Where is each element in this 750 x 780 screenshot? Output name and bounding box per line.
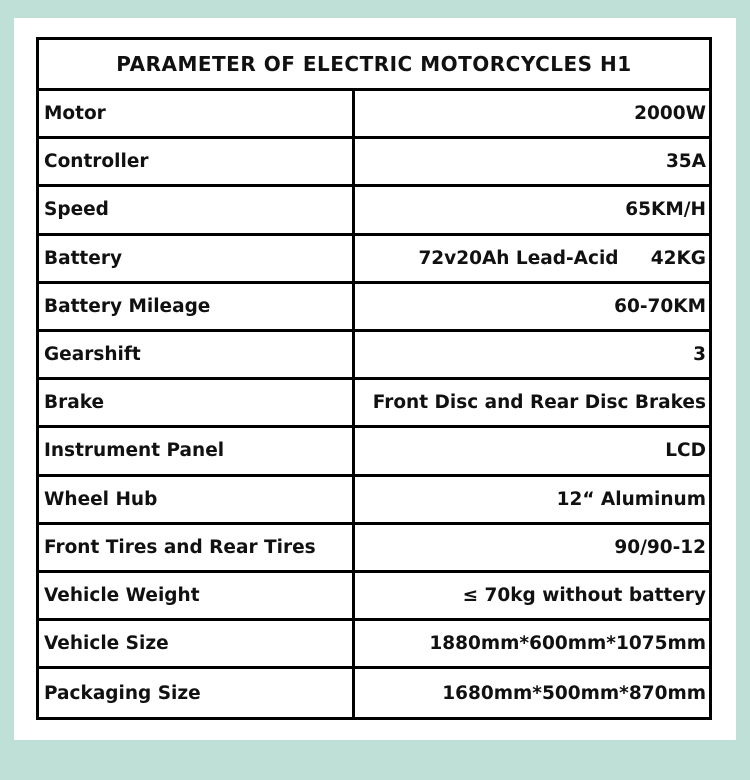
row-label: Controller <box>39 139 355 184</box>
row-value: 60-70KM <box>614 295 706 317</box>
row-value: 12“ Aluminum <box>556 488 706 510</box>
table-row <box>39 477 709 525</box>
table-row <box>39 380 709 428</box>
row-label: Instrument Panel <box>39 428 355 473</box>
row-label: Speed <box>39 187 355 232</box>
row-value: 1680mm*500mm*870mm <box>442 682 706 704</box>
table-title: PARAMETER OF ELECTRIC MOTORCYCLES H1 <box>39 40 709 91</box>
row-value: LCD <box>665 440 706 462</box>
row-label: Battery <box>39 236 355 281</box>
row-label: Wheel Hub <box>39 477 355 522</box>
row-label: Vehicle Weight <box>39 573 355 618</box>
row-label: Motor <box>39 91 355 136</box>
row-value: 1880mm*600mm*1075mm <box>429 633 706 655</box>
table-row <box>39 669 709 717</box>
row-label: Front Tires and Rear Tires <box>39 525 355 570</box>
table-row <box>39 573 709 621</box>
table-row <box>39 284 709 332</box>
row-value: 35A <box>665 151 706 173</box>
table-body <box>39 91 709 717</box>
row-value: 65KM/H <box>625 199 706 221</box>
row-value: ≤ 70kg without battery <box>462 584 706 606</box>
row-label: Brake <box>39 380 355 425</box>
row-label: Vehicle Size <box>39 621 355 666</box>
row-value: 72v20Ah Lead-Acid 42KG <box>418 247 706 269</box>
row-label: Gearshift <box>39 332 355 377</box>
row-value: Front Disc and Rear Disc Brakes <box>372 392 706 414</box>
table-row <box>39 139 709 187</box>
table-row <box>39 525 709 573</box>
table-row <box>39 236 709 284</box>
table-row <box>39 332 709 380</box>
table-row <box>39 621 709 669</box>
table-row <box>39 428 709 476</box>
row-value: 3 <box>693 344 706 366</box>
row-label: Battery Mileage <box>39 284 355 329</box>
row-label: Packaging Size <box>39 669 355 717</box>
table-row <box>39 187 709 235</box>
row-value: 2000W <box>634 103 706 125</box>
spec-table <box>36 37 712 720</box>
table-row <box>39 91 709 139</box>
row-value: 90/90-12 <box>614 536 706 558</box>
